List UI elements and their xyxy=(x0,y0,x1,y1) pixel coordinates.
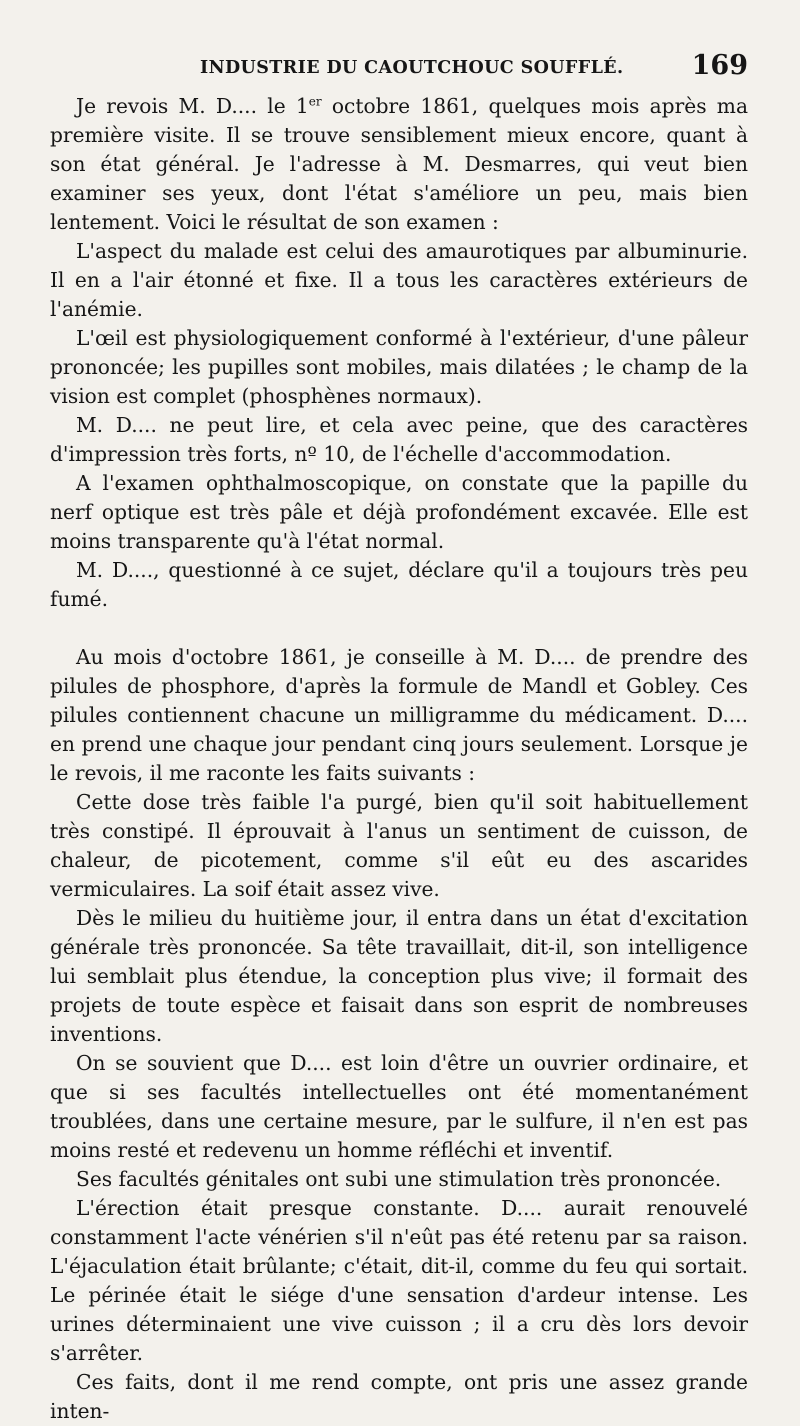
paragraph: Ses facultés génitales ont subi une stimulation très prononcée. xyxy=(76,1167,722,1191)
paragraph: A l'examen ophthalmoscopique, on constate que la papille du nerf optique est très pâle et déjà profondément excavée. Elle est moins transparente qu'à l'état normal. xyxy=(50,471,748,553)
paragraph: Dès le milieu du huitième jour, il entra dans un état d'excitation générale très prononcée. Sa tête travaillait, dit-il, son intelligence lui semblait plus étendue, la conception plus vive; il formait des projets de toute espèce et faisait dans son esprit de nombreuses inventions. xyxy=(50,906,748,1046)
paragraph: M. D...., questionné à ce sujet, déclare qu'il a toujours très peu fumé. xyxy=(50,558,748,611)
paragraph: L'œil est physiologiquement conformé à l'extérieur, d'une pâleur prononcée; les pupilles sont mobiles, mais dilatées ; le champ de la vision est complet (phosphènes normaux). xyxy=(50,326,748,408)
paragraph: L'érection était presque constante. D.... aurait renouvelé constamment l'acte vénérien s'il n'eût pas été retenu par sa raison. L'éjaculation était brûlante; c'était, dit-il, comme du feu qui sortait. Le périnée était le siége d'une sensation d'ardeur intense. Les urines déterminaient une vive cuisson ; il a cru dès lors devoir s'arrêter. xyxy=(50,1196,748,1365)
paragraph: L'aspect du malade est celui des amaurotiques par albuminurie. Il en a l'air étonné et fixe. Il a tous les caractères extérieurs de l'anémie. xyxy=(50,239,748,321)
paragraph: Au mois d'octobre 1861, je conseille à M. D.... de prendre des pilules de phosphore, d'après la formule de Mandl et Gobley. Ces pilules contiennent chacune un milligramme du médicament. D.... en prend une chaque jour pendant cinq jours seulement. Lorsque je le revois, il me raconte les faits suivants : xyxy=(50,645,748,785)
paragraph: M. D.... ne peut lire, et cela avec peine, que des caractères d'impression très forts, nº 10, de l'échelle d'accommodation. xyxy=(50,413,748,466)
body-text xyxy=(50,92,748,1426)
paragraph: Cette dose très faible l'a purgé, bien qu'il soit habituellement très constipé. Il éprouvait à l'anus un sentiment de cuisson, de chaleur, de picotement, comme s'il eût eu des ascarides vermiculaires. La soif était assez vive. xyxy=(50,790,748,901)
paragraph: On se souvient que D.... est loin d'être un ouvrier ordinaire, et que si ses facultés intellectuelles ont été momentanément troublées, dans une certaine mesure, par le sulfure, il n'en est pas moins resté et redevenu un homme réfléchi et inventif. xyxy=(50,1051,748,1162)
paragraph: Je revois M. D.... le 1er octobre 1861, quelques mois après ma première visite. Il se trouve sensiblement mieux encore, quant à son état général. Je l'adresse à M. Desmarres, qui veut bien examiner ses yeux, dont l'état s'améliore un peu, mais bien lentement. Voici le résultat de son examen : xyxy=(50,94,748,234)
page-number: 169 xyxy=(691,50,748,81)
page-header xyxy=(50,50,748,86)
paragraph: Ces faits, dont il me rend compte, ont pris une assez grande inten- xyxy=(50,1370,748,1423)
running-title: INDUSTRIE DU CAOUTCHOUC SOUFFLÉ. xyxy=(200,58,624,78)
